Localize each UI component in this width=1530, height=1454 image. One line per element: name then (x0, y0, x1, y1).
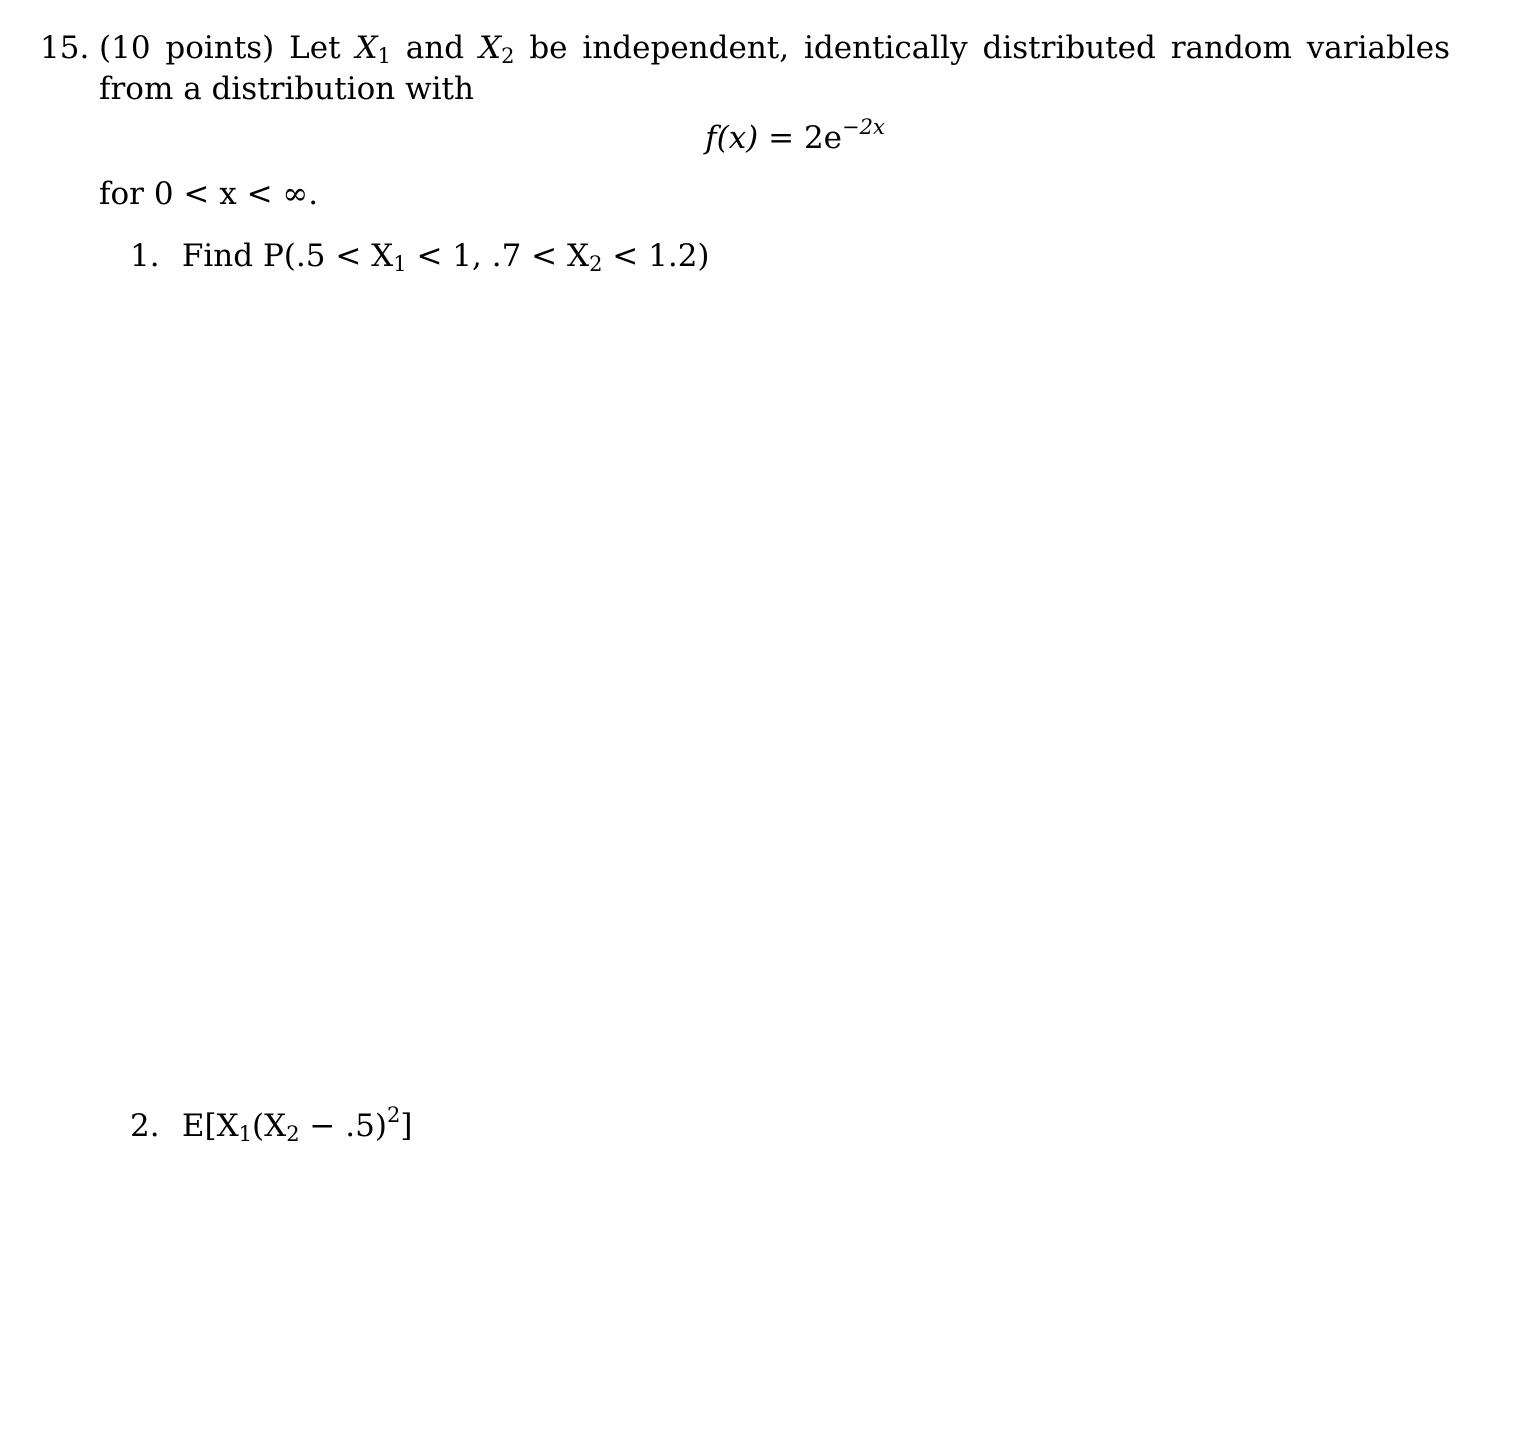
var-x1: $X_1$ (355, 30, 391, 68)
subpart-1-expression: $P(.5 < X_1 < 1$, $.7 < X_2 < 1.2$) (262, 238, 710, 276)
pdf-exponent: −2x (842, 115, 885, 139)
problem-statement (40, 28, 1450, 110)
domain-expression: 0 < x < ∞. (153, 176, 319, 212)
intro-and: and (405, 30, 465, 66)
subpart-1-number: 1. (130, 238, 160, 274)
problem-number: 15. (40, 30, 90, 66)
pdf-equation (40, 116, 1450, 160)
domain-statement (40, 174, 1450, 215)
domain-prefix: for (99, 176, 144, 212)
pdf-rhs: = 2e (758, 120, 843, 156)
pdf-lhs: f(x) (705, 120, 759, 156)
subpart-2-expression: $E[X_1(X_2 - .5)^2]$ (181, 1103, 413, 1146)
subpart-2 (130, 1103, 413, 1147)
var-x2: $X_2$ (478, 30, 515, 68)
subpart-1-prefix: Find (181, 238, 254, 274)
problem-15 (40, 28, 1450, 215)
intro-rest: be independent, identically distributed random variables from a distribution with (99, 30, 1450, 107)
subpart-2-number: 2. (130, 1108, 160, 1144)
intro-let: Let (289, 30, 341, 66)
problem-points: (10 points) (99, 30, 275, 66)
subpart-1 (130, 236, 710, 277)
